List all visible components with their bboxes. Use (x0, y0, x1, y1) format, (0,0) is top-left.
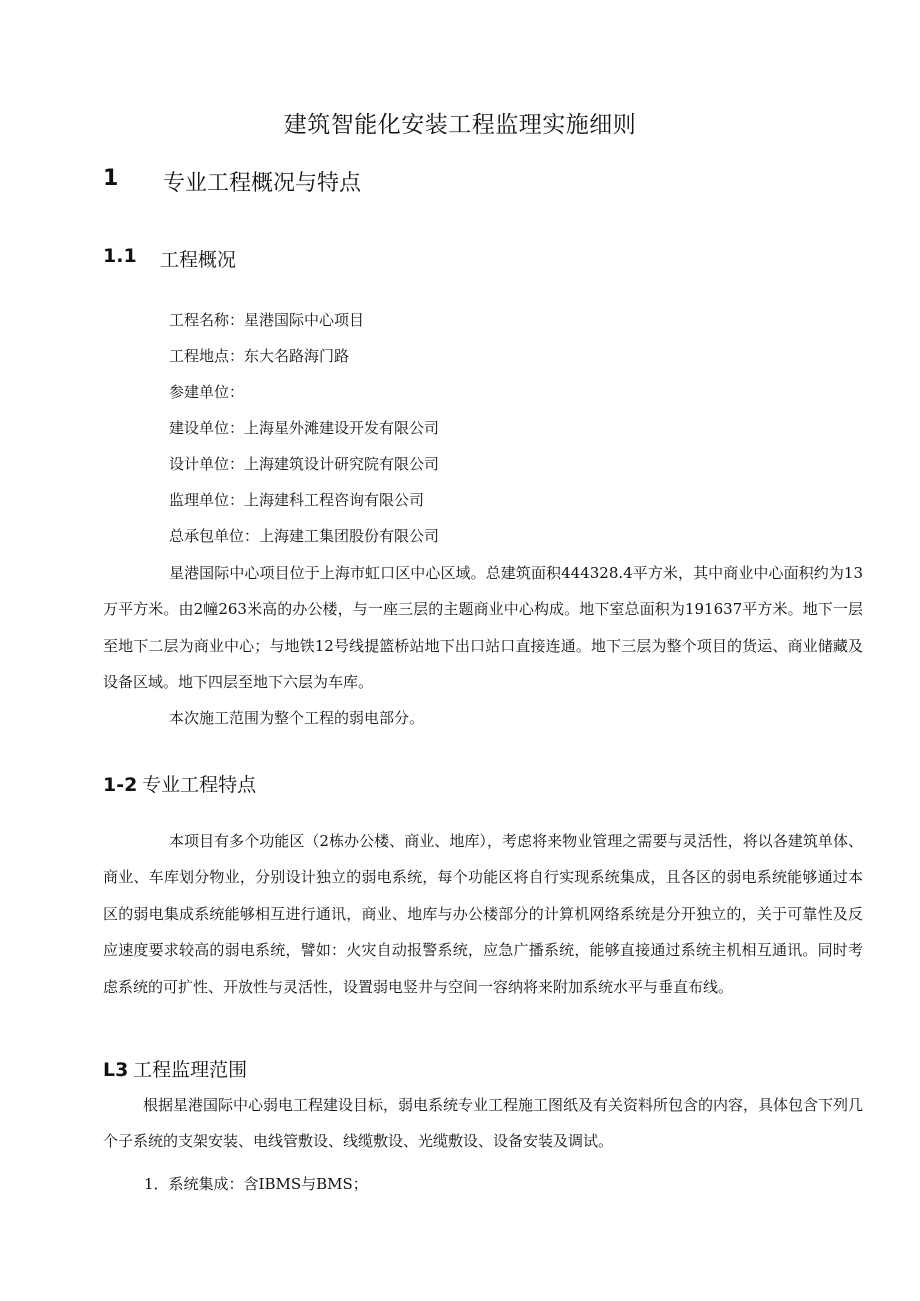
info-line-project-name: 工程名称：星港国际中心项目 (169, 311, 365, 329)
section-1-title: 专业工程概况与特点 (163, 171, 362, 196)
section-1-3-number: L3 (103, 1059, 129, 1081)
section-1-2-title: 专业工程特点 (142, 774, 257, 796)
section-1-3-title: 工程监理范围 (133, 1059, 248, 1081)
section-1-2-heading (103, 770, 256, 797)
section-1-3-heading (103, 1055, 247, 1082)
construction-scope-paragraph: 本次施工范围为整个工程的弱电部分。 (169, 709, 425, 727)
supervision-scope-paragraph: 根据星港国际中心弱电工程建设目标，弱电系统专业工程施工图纸及有关资料所包含的内容，具体包含下列几个子系统的支架安装、电线管敷设、线缆敷设、光缆敷设、设备安装及调试。 (103, 1096, 864, 1151)
info-line-owner: 建设单位：上海星外滩建设开发有限公司 (169, 419, 440, 437)
info-line-designer: 设计单位：上海建筑设计研究院有限公司 (169, 455, 440, 473)
document-title: 建筑智能化安装工程监理实施细则 (283, 112, 637, 138)
section-1-1-heading (103, 245, 237, 271)
info-line-project-location: 工程地点：东大名路海门路 (169, 347, 350, 365)
section-1-1-title: 工程概况 (160, 249, 237, 271)
list-item-text: ．系统集成：含IBMS与BMS； (153, 1175, 368, 1193)
project-features-paragraph: 本项目有多个功能区（2栋办公楼、商业、地库），考虑将来物业管理之需要与灵活性，将以各建筑单体、商业、车库划分物业，分别设计独立的弱电系统，每个功能区将自行实现系统集成，且各区的弱电系统能够通过本区的弱电集成系统能够相互进行通讯，商业、地库与办公楼部分的计算机网络系统是分开独立的，关于可靠性及反应速度要求较高的弱电系统，譬如：火灾自动报警系统，应急广播系统，能够直接通过系统主机相互通讯。同时考虑系统的可扩性、开放性与灵活性，设置弱电竖井与空间一容纳将来附加系统水平与垂直布线。 (103, 832, 863, 996)
info-line-participants: 参建单位： (169, 383, 245, 401)
section-1-2-number: 1-2 (103, 774, 138, 796)
info-line-general-contractor: 总承包单位：上海建工集团股份有限公司 (169, 527, 440, 545)
project-overview-paragraph: 星港国际中心项目位于上海市虹口区中心区域。总建筑面积444328.4平方米，其中商业中心面积约为13万平方米。由2幢263米高的办公楼，与一座三层的主题商业中心构成。地下室总面积为191637平方米。地下一层至地下二层为商业中心；与地铁12号线提篮桥站地下出口站口直接连通。地下三层为整个项目的货运、商业储藏及设备区域。地下四层至地下六层为车库。 (103, 564, 863, 692)
section-1-number: 1 (103, 166, 119, 191)
list-item (144, 1173, 368, 1194)
section-1-1-number: 1.1 (103, 245, 137, 267)
info-line-supervisor: 监理单位：上海建科工程咨询有限公司 (169, 491, 425, 509)
list-item-marker: 1 (144, 1175, 154, 1193)
